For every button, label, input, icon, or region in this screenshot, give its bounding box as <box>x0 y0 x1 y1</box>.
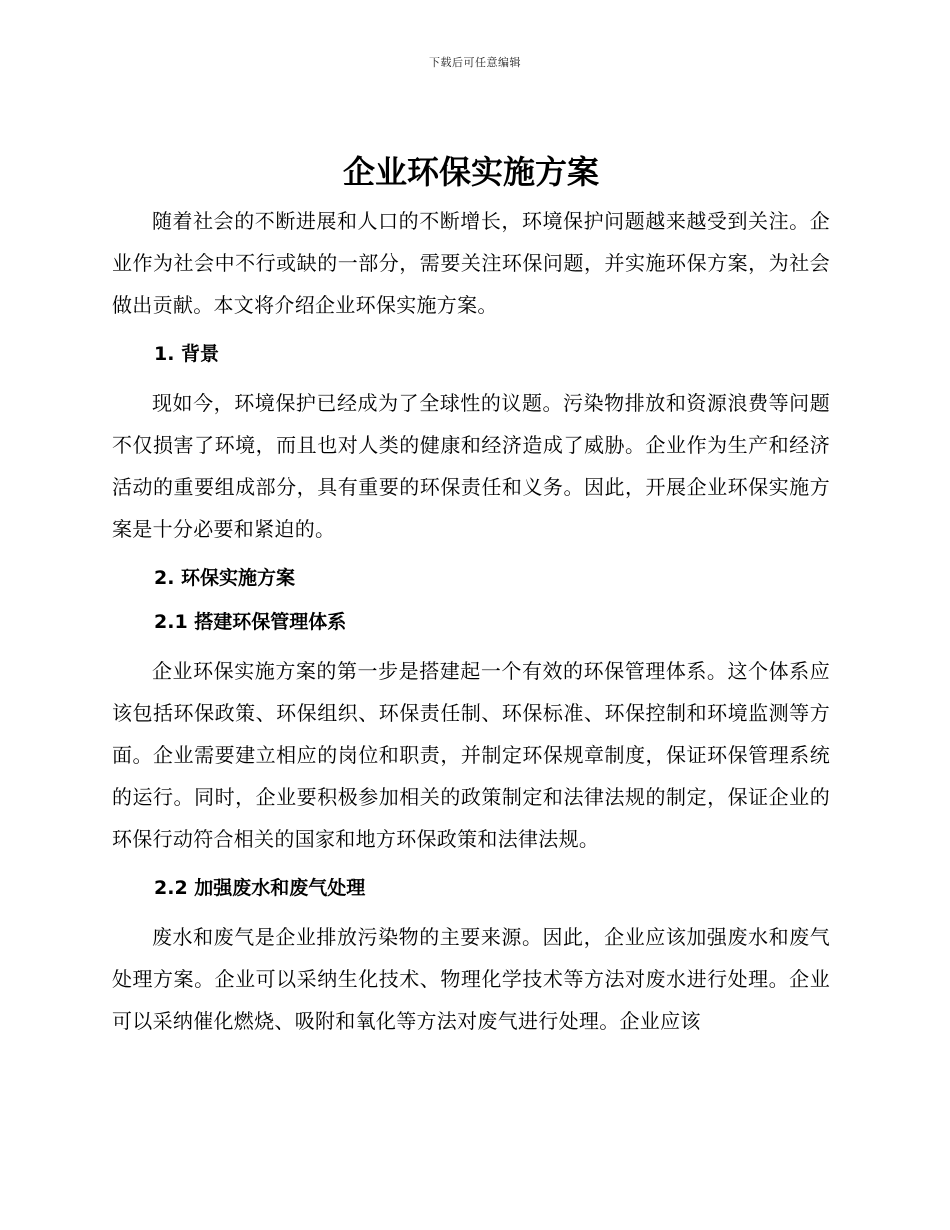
section-2-2-paragraph: 废水和废气是企业排放污染物的主要来源。因此，企业应该加强废水和废气处理方案。企业可以采纳生化技术、物理化学技术等方法对废水进行处理。企业可以采纳催化燃烧、吸附和氧化等方法对废气进行处理。企业应该 <box>112 925 830 1033</box>
header-note: 下载后可任意编辑 <box>429 56 521 69</box>
section-1-heading: 1. 背景 <box>154 343 220 365</box>
section-2-1-paragraph: 企业环保实施方案的第一步是搭建起一个有效的环保管理体系。这个体系应该包括环保政策、环保组织、环保责任制、环保标准、环保控制和环境监测等方面。企业需要建立相应的岗位和职责，并制定环保规章制度，保证环保管理系统的运行。同时，企业要积极参加相关的政策制定和法律法规的制定，保证企业的环保行动符合相关的国家和地方环保政策和法律法规。 <box>112 659 830 851</box>
section-2-2-heading: 2.2 加强废水和废气处理 <box>154 877 366 899</box>
section-2-1-heading: 2.1 搭建环保管理体系 <box>154 611 347 633</box>
section-2-heading: 2. 环保实施方案 <box>154 567 296 589</box>
document-body <box>112 148 830 1042</box>
document-title: 企业环保实施方案 <box>342 153 599 191</box>
section-1-paragraph: 现如今，环境保护已经成为了全球性的议题。污染物排放和资源浪费等问题不仅损害了环境，而且也对人类的健康和经济造成了威胁。企业作为生产和经济活动的重要组成部分，具有重要的环保责任和义务。因此，开展企业环保实施方案是十分必要和紧迫的。 <box>112 391 830 541</box>
intro-paragraph: 随着社会的不断进展和人口的不断增长，环境保护问题越来越受到关注。企业作为社会中不行或缺的一部分，需要关注环保问题，并实施环保方案，为社会做出贡献。本文将介绍企业环保实施方案。 <box>112 209 830 317</box>
